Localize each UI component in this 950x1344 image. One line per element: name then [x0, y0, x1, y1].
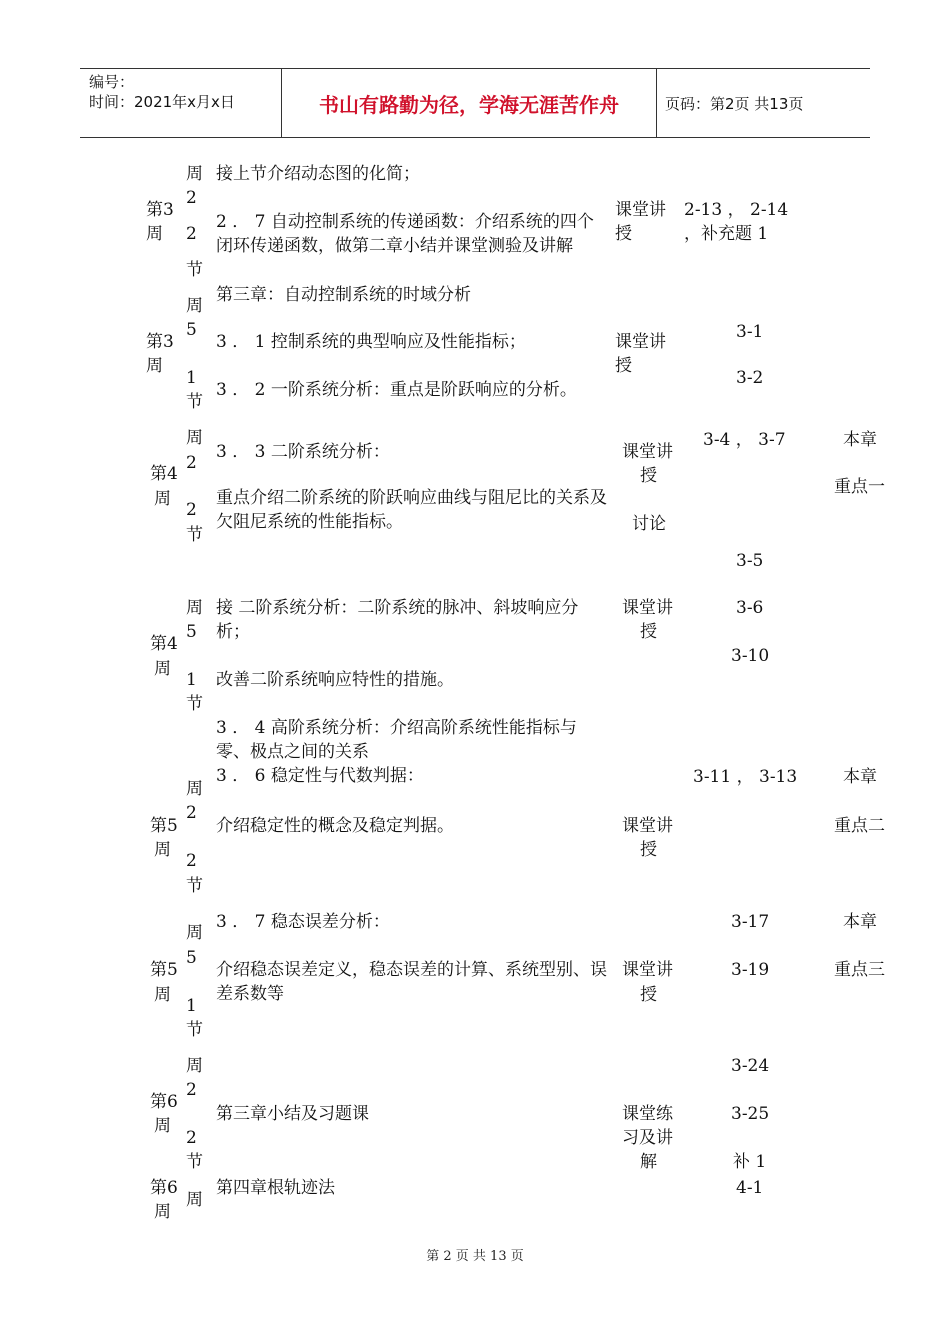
content-text: 介绍稳态误差定义，稳态误差的计算、系统型别、误差系数等 — [216, 960, 607, 1004]
note-text: 重点三 — [834, 960, 885, 980]
content-text: 3 ． 4 高阶系统分析：介绍高阶系统性能指标与零、极点之间的关系 — [216, 718, 577, 762]
note-text: 重点一 — [834, 477, 885, 497]
week-label: 第5 — [150, 816, 178, 836]
method-text: 授 — [615, 224, 632, 244]
session-label: 2 — [186, 500, 197, 520]
session-label: 周 — [186, 1056, 203, 1076]
session-label: 节 — [186, 1020, 203, 1040]
exercise-text: 3-5 — [736, 551, 764, 571]
session-label: 周 — [186, 296, 203, 316]
session-label: 周 — [186, 428, 203, 448]
exercise-text: 3-2 — [736, 368, 764, 388]
session-label: 5 — [186, 320, 197, 340]
exercise-text: 4-1 — [736, 1178, 764, 1198]
week-label: 第5 — [150, 960, 178, 980]
session-label: 节 — [186, 1152, 203, 1172]
method-text: 授 — [640, 840, 657, 860]
session-label: 节 — [186, 525, 203, 545]
content-text: 第三章：自动控制系统的时域分析 — [216, 285, 471, 305]
session-label: 2 — [186, 453, 197, 473]
page-header — [80, 68, 870, 138]
method-text: 课堂讲 — [622, 442, 673, 462]
week-label: 第6 — [150, 1092, 178, 1112]
method-text: 课堂讲 — [615, 200, 666, 220]
content-text: 3 ． 1 控制系统的典型响应及性能指标； — [216, 332, 526, 352]
session-label: 节 — [186, 876, 203, 896]
method-text: 课堂讲 — [622, 816, 673, 836]
session-label: 2 — [186, 1128, 197, 1148]
session-label: 2 — [186, 851, 197, 871]
week-label: 第4 — [150, 634, 178, 654]
method-text: 课堂讲 — [622, 960, 673, 980]
week-label: 周 — [146, 224, 163, 244]
exercise-text: 3-10 — [731, 646, 770, 666]
content-text: 接上节介绍动态图的化简； — [216, 164, 420, 184]
session-label: 5 — [186, 948, 197, 968]
content-text: 3 ． 6 稳定性与代数判据： — [216, 766, 424, 786]
exercise-text: 3-11 ， 3-13 — [693, 767, 798, 787]
method-text: 课堂练 — [622, 1104, 673, 1124]
week-label: 周 — [154, 1116, 171, 1136]
page-footer: 第 2 页 共 13 页 — [426, 1249, 524, 1264]
session-label: 节 — [186, 260, 203, 280]
week-label: 周 — [154, 840, 171, 860]
exercise-text: 3-17 — [731, 912, 770, 932]
session-label: 周 — [186, 1190, 203, 1210]
week-label: 周 — [154, 985, 171, 1005]
content-text: 改善二阶系统响应特性的措施。 — [216, 670, 454, 690]
exercise-text: 2-13 ， 2-14 — [684, 200, 789, 220]
content-text: 3 ． 2 一阶系统分析：重点是阶跃响应的分析。 — [216, 380, 577, 400]
session-label: 2 — [186, 188, 197, 208]
week-label: 周 — [154, 489, 171, 509]
content-text: 第四章根轨迹法 — [216, 1178, 335, 1198]
session-label: 1 — [186, 996, 197, 1016]
date-label: 时间：2021年x月x日 — [89, 93, 235, 111]
method-text: 讨论 — [632, 514, 666, 534]
week-label: 第4 — [150, 464, 178, 484]
exercise-text: 3-1 — [736, 322, 764, 342]
session-label: 5 — [186, 622, 197, 642]
session-label: 周 — [186, 164, 203, 184]
session-label: 节 — [186, 694, 203, 714]
week-label: 第3 — [146, 200, 174, 220]
page-label: 页码：第2页 共13页 — [665, 94, 804, 113]
method-text: 授 — [615, 356, 632, 376]
content-text: 第三章小结及习题课 — [216, 1104, 369, 1124]
method-text: 课堂讲 — [622, 598, 673, 618]
week-label: 第3 — [146, 332, 174, 352]
session-label: 节 — [186, 392, 203, 412]
motto: 书山有路勤为径，学海无涯苦作舟 — [282, 69, 657, 137]
method-text: 习及讲 — [622, 1128, 673, 1148]
note-text: 本章 — [843, 767, 877, 787]
note-text: 重点二 — [834, 816, 885, 836]
exercise-text: 3-25 — [731, 1104, 770, 1124]
exercise-text: 3-6 — [736, 598, 764, 618]
exercise-text: 补 1 — [733, 1152, 767, 1172]
exercise-text: 3-4 ， 3-7 — [703, 430, 786, 450]
session-label: 周 — [186, 923, 203, 943]
note-text: 本章 — [843, 912, 877, 932]
content-text: 接 二阶系统分析：二阶系统的脉冲、斜坡响应分析； — [216, 598, 579, 642]
method-text: 授 — [640, 622, 657, 642]
session-label: 1 — [186, 368, 197, 388]
method-text: 解 — [640, 1152, 657, 1172]
exercise-text: ，补充题 1 — [684, 224, 769, 244]
method-text: 授 — [640, 985, 657, 1005]
content-text: 2 ． 7 自动控制系统的传递函数：介绍系统的四个闭环传递函数，做第二章小结并课堂测验及讲解 — [216, 212, 594, 256]
note-text: 本章 — [843, 430, 877, 450]
exercise-text: 3-24 — [731, 1056, 770, 1076]
content-text: 3 ． 3 二阶系统分析： — [216, 442, 390, 462]
week-label: 周 — [154, 1202, 171, 1222]
content-text: 3 ． 7 稳态误差分析： — [216, 912, 390, 932]
session-label: 周 — [186, 598, 203, 618]
content-text: 介绍稳定性的概念及稳定判据。 — [216, 816, 454, 836]
week-label: 周 — [146, 356, 163, 376]
exercise-text: 3-19 — [731, 960, 770, 980]
header-left-cell — [80, 69, 282, 137]
content-text: 重点介绍二阶系统的阶跃响应曲线与阻尼比的关系及欠阻尼系统的性能指标。 — [216, 488, 607, 532]
week-label: 第6 — [150, 1178, 178, 1198]
session-label: 2 — [186, 803, 197, 823]
session-label: 2 — [186, 224, 197, 244]
session-label: 1 — [186, 670, 197, 690]
session-label: 周 — [186, 779, 203, 799]
week-label: 周 — [154, 659, 171, 679]
session-label: 2 — [186, 1080, 197, 1100]
number-label: 编号： — [89, 73, 135, 91]
method-text: 课堂讲 — [615, 332, 666, 352]
method-text: 授 — [640, 466, 657, 486]
